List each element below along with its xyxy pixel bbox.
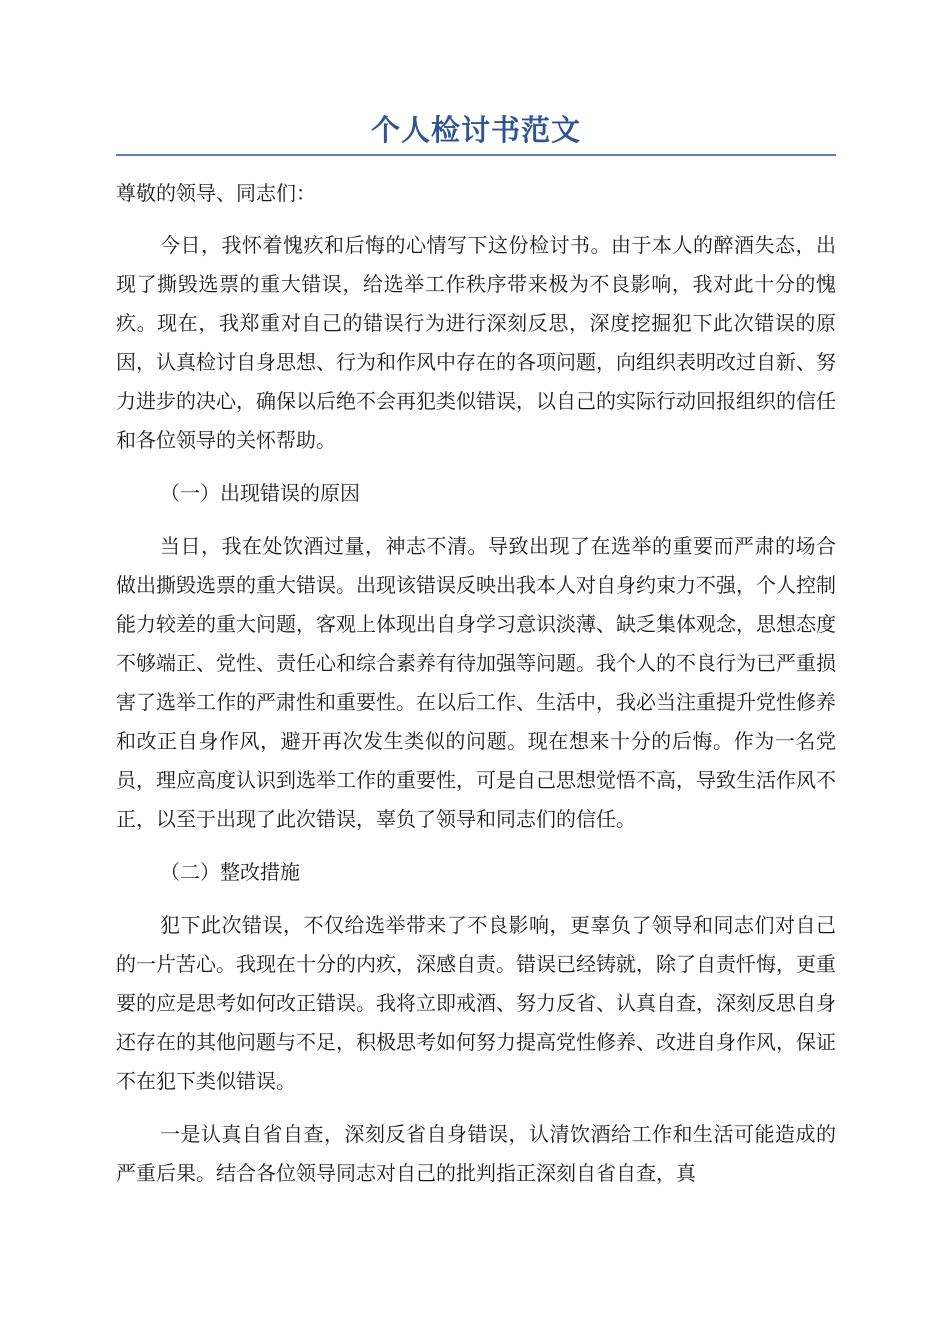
salutation: 尊敬的领导、同志们： [116,181,316,205]
section-heading-measures: （二）整改措施 [160,860,300,884]
section-heading-causes: （一）出现错误的原因 [160,481,360,505]
paragraph-causes: 当日，我在处饮酒过量，神志不清。导致出现了在选举的重要而严肃的场合做出撕毁选票的重大错误。出现该错误反映出我本人对自身约束力不强，个人控制能力较差的重大问题，客观上体现出自身学习意识淡薄、缺乏集体观念，思想态度不够端正、党性、责任心和综合素养有待加强等问题。我个人的不良行为已严重损害了选举工作的严肃性和重要性。在以后工作、生活中，我必当注重提升党性修养和改正自身作风，避开再次发生类似的问题。现在想来十分的后悔。作为一名党员，理应高度认识到选举工作的重要性，可是自己思想觉悟不高，导致生活作风不正，以至于出现了此次错误，辜负了领导和同志们的信任。 [116,534,836,831]
document-title: 个人检讨书范文 [370,113,581,147]
title-underline [116,154,836,156]
paragraph-first-measure: 一是认真自省自查，深刻反省自身错误，认清饮酒给工作和生活可能造成的严重后果。结合各位领导同志对自己的批判指正深刻自省自查，真 [116,1122,836,1185]
document-page [116,108,836,1193]
paragraph-intro: 今日，我怀着愧疚和后悔的心情写下这份检讨书。由于本人的醉酒失态，出现了撕毁选票的重大错误，给选举工作秩序带来极为不良影响，我对此十分的愧疚。现在，我郑重对自己的错误行为进行深刻反思，深度挖掘犯下此次错误的原因，认真检讨自身思想、行为和作风中存在的各项问题，向组织表明改过自新、努力进步的决心，确保以后绝不会再犯类似错误，以自己的实际行动回报组织的信任和各位领导的关怀帮助。 [116,233,836,452]
paragraph-measures: 犯下此次错误，不仅给选举带来了不良影响，更辜负了领导和同志们对自己的一片苦心。我现在十分的内疚，深感自责。错误已经铸就，除了自责忏悔，更重要的应是思考如何改正错误。我将立即戒酒、努力反省、认真自查，深刻反思自身还存在的其他问题与不足，积极思考如何努力提高党性修养、改进自身作风，保证不在犯下类似错误。 [116,913,836,1093]
